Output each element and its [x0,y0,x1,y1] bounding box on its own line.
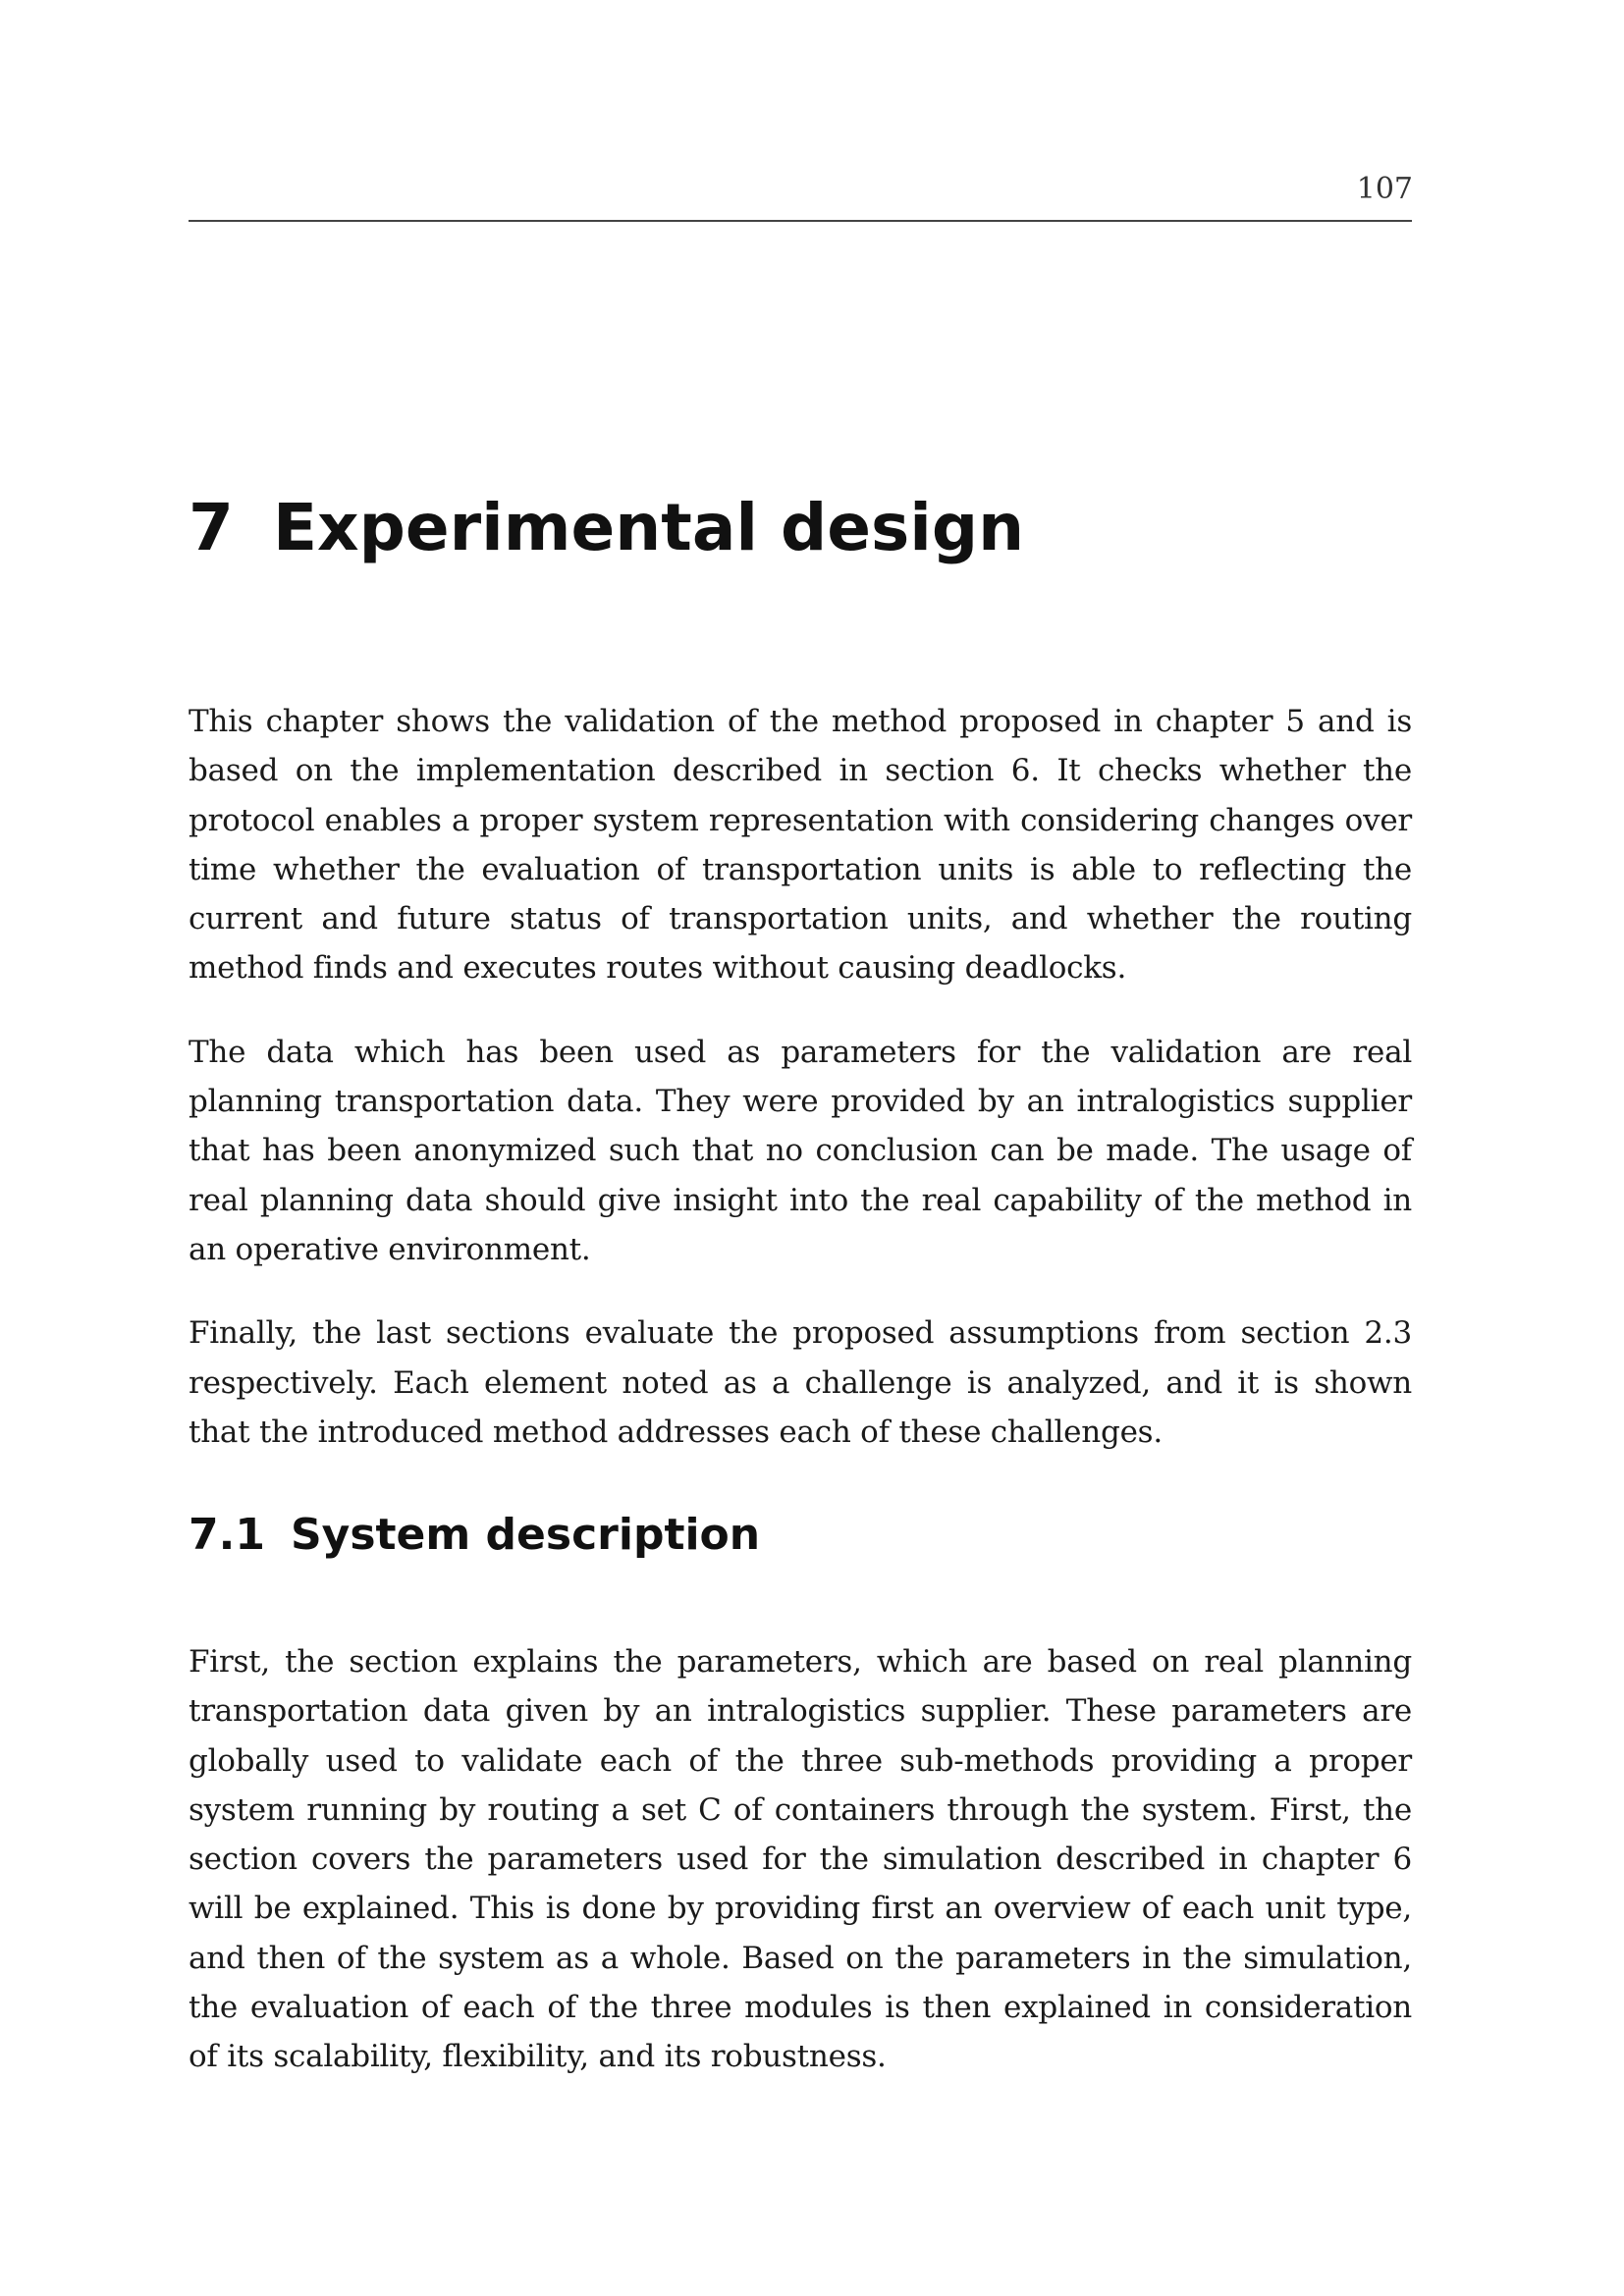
header-rule [189,220,1412,222]
intro-paragraph: The data which has been used as parameters for the validation are real planning transportation data. They were provided by an intralogistics supplier that has been anonymized such that no conclusion can be made. The usage of real planning data should give insight into the real capability of the method in an operative environment. [189,1034,1412,1267]
intro-paragraph: This chapter shows the validation of the method proposed in chapter 5 and is based on the implementation described in section 6. It checks whether the protocol enables a proper system representation with considering changes over time whether the evaluation of transportation units is able to reflecting the current and future status of transportation units, and whether the routing method finds and executes routes without causing deadlocks. [189,704,1412,987]
chapter-number: 7 [189,490,234,565]
chapter-heading [189,490,1025,565]
section-heading [189,1512,760,1559]
section-paragraph: First, the section explains the parameters, which are based on real planning transportation data given by an intralogistics supplier. These parameters are globally used to validate each of the three sub-methods providing a proper system running by routing a set C of containers through the system. First, the section covers the parameters used for the simulation described in chapter 6 will be explained. This is done by providing first an overview of each unit type, and then of the system as a whole. Based on the parameters in the simulation, the evaluation of each of the three modules is then explained in consideration of its scalability, flexibility, and its robustness. [189,1644,1412,2075]
section-title: System description [290,1510,761,1560]
chapter-intro [189,697,1412,1457]
section-body [189,1637,1412,2082]
chapter-title: Experimental design [272,490,1025,565]
page-number: 107 [1356,172,1413,206]
intro-paragraph: Finally, the last sections evaluate the proposed assumptions from section 2.3 respectively. Each element noted as a challenge is analyzed, and it is shown that the introduced method addresses each of these challenges. [189,1315,1412,1450]
section-number: 7.1 [189,1510,265,1560]
